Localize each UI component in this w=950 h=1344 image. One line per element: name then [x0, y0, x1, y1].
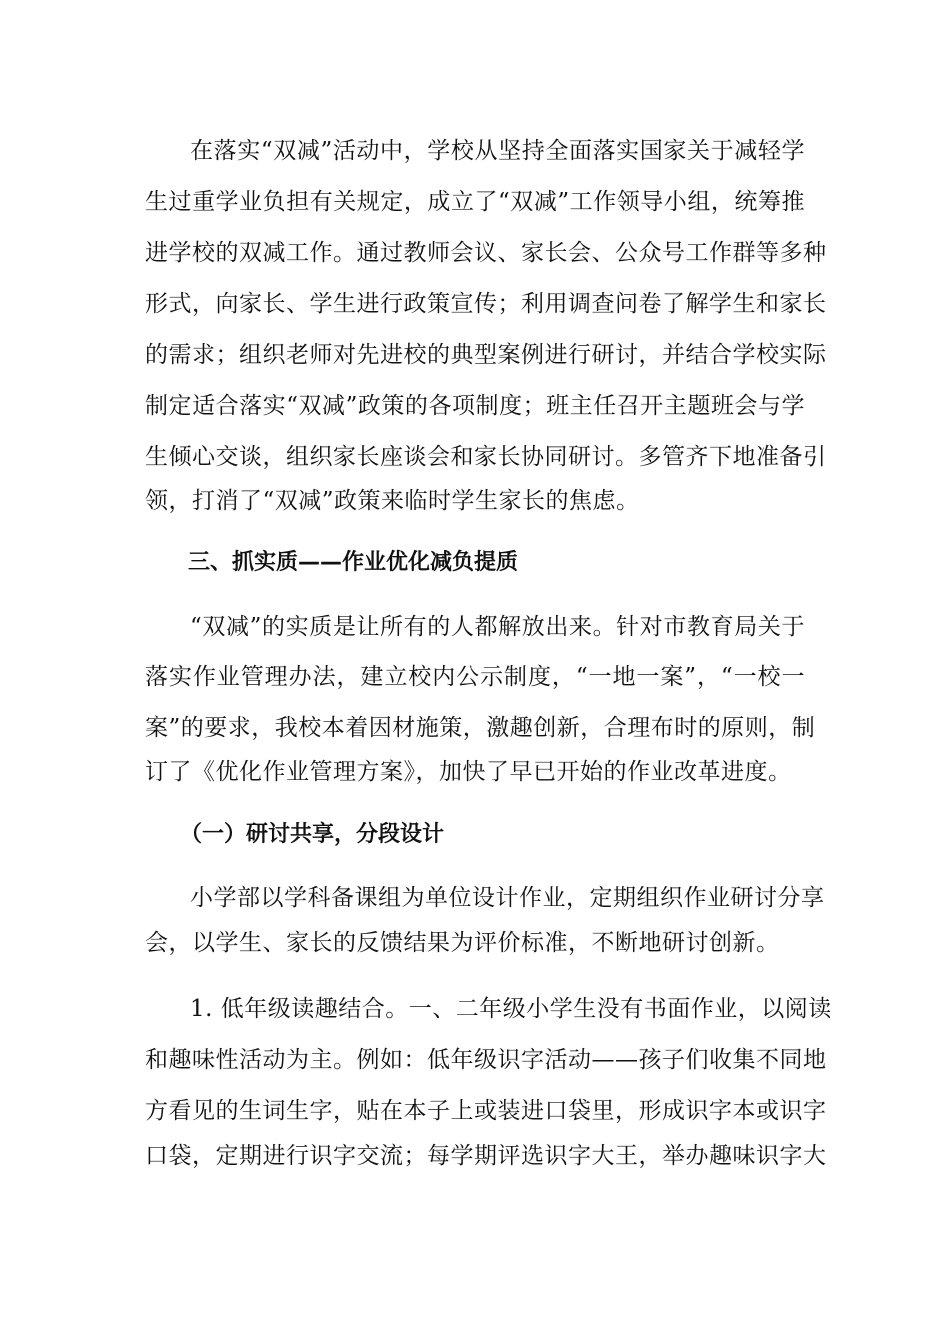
paragraph-1-line-2: 生过重学业负担有关规定，成立了“双减”工作领导小组，统筹推 [145, 189, 805, 215]
paragraph-1-line-3: 进学校的双减工作。通过教师会议、家长会、公众号工作群等多种 [145, 240, 827, 266]
paragraph-3-line-2: 会，以学生、家长的反馈结果为评价标准，不断地研讨创新。 [145, 930, 780, 956]
subsection-heading: （一）研讨共享，分段设计 [180, 822, 445, 847]
paragraph-4-line-4: 口袋，定期进行识字交流；每学期评选识字大王，举办趣味识字大 [145, 1143, 827, 1169]
paragraph-2-line-3: 案”的要求，我校本着因材施策，激趣创新，合理布时的原则，制 [145, 715, 816, 741]
paragraph-1-line-5: 的需求；组织老师对先进校的典型案例进行研讨，并结合学校实际 [145, 342, 827, 368]
paragraph-1-line-1: 在落实“双减”活动中，学校从坚持全面落实国家关于减轻学 [190, 138, 805, 164]
paragraph-3-line-1: 小学部以学科备课组为单位设计作业，定期组织作业研讨分享 [190, 885, 825, 911]
paragraph-4-line-3: 方看见的生词生字，贴在本子上或装进口袋里，形成识字本或识字 [145, 1098, 827, 1124]
paragraph-1-line-7: 生倾心交谈，组织家长座谈会和家长协同研讨。多管齐下地准备引 [145, 444, 827, 470]
paragraph-1-line-6: 制定适合落实“双减”政策的各项制度；班主任召开主题班会与学 [145, 393, 805, 419]
paragraph-2-line-4: 订了《优化作业管理方案》，加快了早已开始的作业改革进度。 [145, 759, 792, 785]
section-heading: 三、抓实质——作业优化减负提质 [188, 550, 519, 575]
paragraph-4-line-2: 和趣味性活动为主。例如：低年级识字活动——孩子们收集不同地 [145, 1047, 827, 1073]
paragraph-2-line-1: “双减”的实质是让所有的人都解放出来。针对市教育局关于 [190, 614, 805, 640]
paragraph-1-line-8: 领，打消了“双减”政策来临时学生家长的焦虑。 [145, 488, 640, 514]
paragraph-4-line-1: 1. 低年级读趣结合。一、二年级小学生没有书面作业，以阅读 [190, 996, 832, 1022]
paragraph-2-line-2: 落实作业管理办法，建立校内公示制度，“一地一案”，“一校一 [145, 664, 805, 690]
paragraph-1-line-4: 形式，向家长、学生进行政策宣传；利用调查问卷了解学生和家长 [145, 291, 827, 317]
